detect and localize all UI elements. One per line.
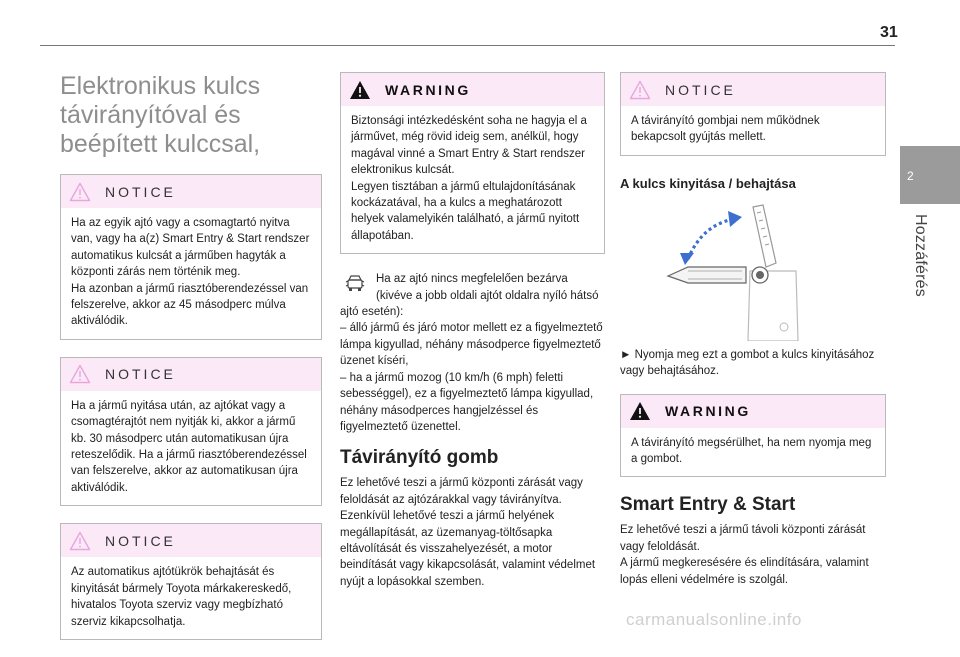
notice-header (621, 73, 885, 106)
warning-triangle-icon (629, 401, 651, 421)
section-text-smart-entry: Ez lehetővé teszi a jármű távoli központi zárását vagy feloldását. A jármű megkeresésére és elindítására, valamint lopás elleni védelmére is szolgál. (620, 524, 869, 586)
notice-label: NOTICE (105, 532, 176, 549)
page-title: Elektronikus kulcs távirányítóval és beépített kulccsal, (60, 72, 261, 158)
notice-text: A távirányító gombjai nem működnek bekapcsolt gyújtás mellett. (631, 115, 820, 144)
key-fold-illustration (658, 201, 808, 341)
header-rule (40, 45, 895, 46)
notice-box (60, 523, 322, 640)
notice-triangle-icon (69, 182, 91, 202)
warning-header (341, 73, 604, 106)
warning-text: A távirányító megsérülhet, ha nem nyomja meg a gombot. (631, 436, 872, 466)
door-open-note (340, 271, 605, 435)
column-3 (620, 72, 886, 602)
section-title-smart-entry: Smart Entry & Start (620, 494, 796, 516)
column-2 (340, 72, 605, 604)
key-fold-instruction: ► Nyomja meg ezt a gombot a kulcs kinyitásához vagy behajtásához. (620, 348, 875, 378)
notice-text: Ha a jármű nyitása után, az ajtókat vagy a csomagtérajtót nem nyitják ki, akkor a jármű kb. 30 másodperc után automatikusan újra reteszelődik. Ha a jármű riasztóberendezéssel van felszerelve, akkor az automatikusan újra aktiválódik. (71, 399, 307, 494)
notice-header (61, 358, 321, 391)
notice-box (60, 174, 322, 340)
watermark: carmanualsonline.info (626, 610, 802, 629)
notice-box (60, 357, 322, 506)
page-number: 31 (880, 24, 898, 41)
notice-header (61, 524, 321, 557)
warning-label: WARNING (385, 81, 471, 98)
door-open-note-text: Ha az ajtó nincs megfelelően bezárva (kivéve a jobb oldali ajtót oldalra nyíló hátsó ajtó esetén): – álló jármű és járó motor mellett ez a figyelmeztető lámpa kigyullad, néhány másodperce figyelmeztető üzenet kíséri, – ha a jármű mozog (10 km/h (6 mph) feletti sebességgel), ez a figyelmeztető lámpa kigyullad, néhány másodperces hangjelzéssel és figyelmeztető üzenettel. (340, 273, 603, 433)
notice-triangle-icon (69, 364, 91, 384)
warning-text: Biztonsági intézkedésként soha ne hagyja el a járművet, még rövid ideig sem, anélkül, hogy magával vinné a Smart Entry & Start rendszer elektronikus kulcsát. Legyen tisztában a jármű eltulajdonításának kockázatával, ha a kulcs a meghatározott helyek valamelyikén található, a jármű nyitott állapotában. (351, 115, 587, 242)
warning-box (340, 72, 605, 254)
warning-label: WARNING (665, 403, 751, 420)
warning-box (620, 394, 886, 478)
section-tab-number: 2 (907, 169, 914, 183)
subsection-title-key-fold: A kulcs kinyitása / behajtása (620, 175, 796, 191)
car-door-open-icon (344, 273, 366, 295)
warning-header (621, 395, 885, 428)
notice-box (620, 72, 886, 156)
notice-text: Ha az egyik ajtó vagy a csomagtartó nyitva van, vagy ha a(z) Smart Entry & Start rendszer automatikus kulcsát a járműben hagyták a központi zárás nem történik meg. Ha azonban a jármű riasztóberendezéssel van felszerelve, akkor az 45 másodperc múlva aktiválódik. (71, 217, 310, 328)
notice-label: NOTICE (105, 183, 176, 200)
notice-triangle-icon (69, 531, 91, 551)
notice-label: NOTICE (665, 81, 736, 98)
section-text-remote: Ez lehetővé teszi a jármű központi zárását vagy feloldását az ajtózárakkal vagy távirányítva. Ezenkívül lehetővé teszi a jármű helyének megállapítását, az üzemanyag-töltősapka eltávolítását és visszahelyezését, a motor beindítását vagy kikapcsolását, valamint védelmet nyújt a lopásokkal szemben. (340, 477, 596, 588)
notice-triangle-icon (629, 80, 651, 100)
notice-text: Az automatikus ajtótükrök behajtását és kinyitását bármely Toyota márkakereskedő, hivatalos Toyota szerviz vagy megbízható szerviz kikapcsolhatja. (71, 566, 292, 628)
notice-label: NOTICE (105, 366, 176, 383)
warning-triangle-icon (349, 80, 371, 100)
column-1 (60, 72, 322, 657)
section-title-remote: Távirányító gomb (340, 447, 499, 469)
notice-header (61, 175, 321, 208)
section-label: Hozzáférés (912, 214, 929, 297)
